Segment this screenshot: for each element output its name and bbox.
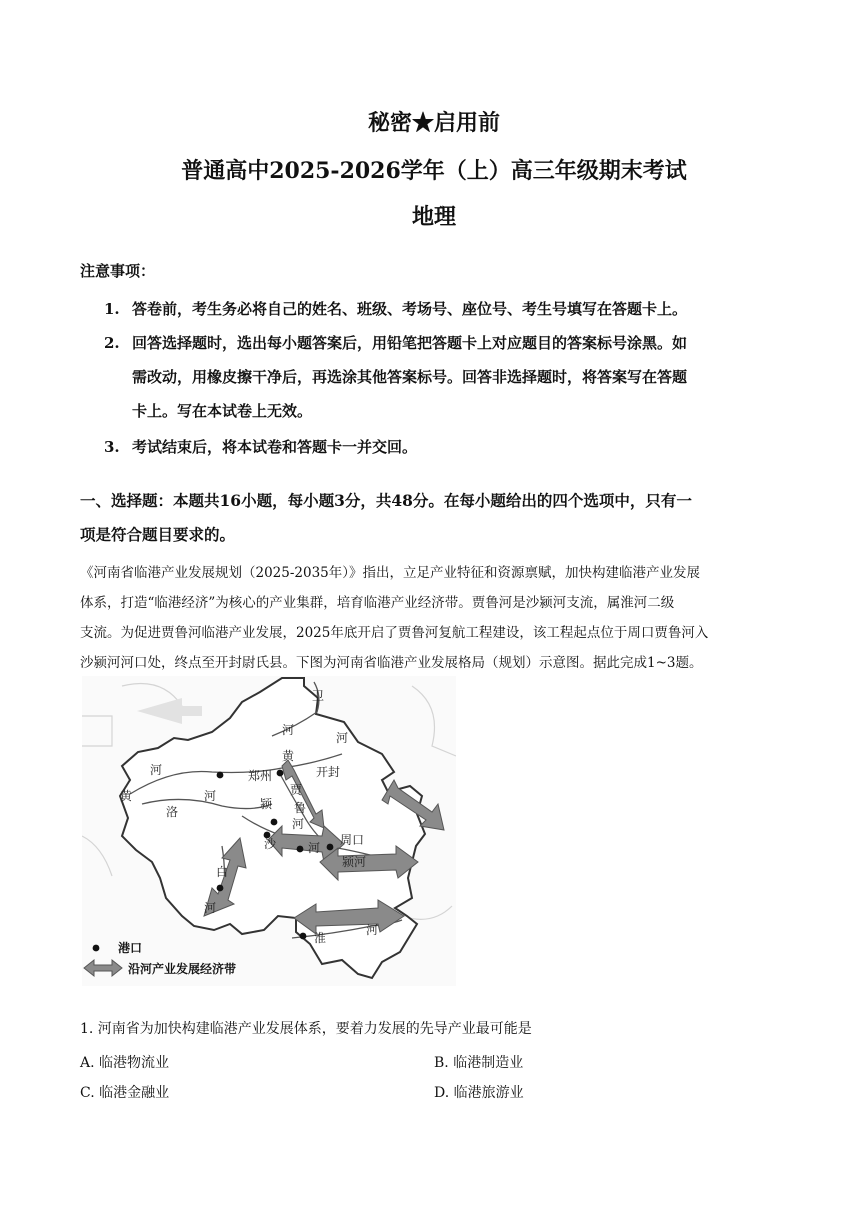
map-label: 黄 xyxy=(282,749,295,763)
option-b[interactable]: B. 临港制造业 xyxy=(434,1055,524,1071)
notice-item-number: 2. xyxy=(104,334,120,352)
notice-item-number: 3. xyxy=(104,438,120,456)
notice-item-1 xyxy=(104,292,794,326)
port-marker xyxy=(297,846,304,853)
option-a[interactable]: A. 临港物流业 xyxy=(80,1055,170,1071)
map-label: 河 xyxy=(282,723,295,737)
notice-item-text: 回答选择题时，选出每小题答案后，用铅笔把答题卡上对应题目的答案标号涂黑。如 xyxy=(132,334,688,352)
section-heading: 一、选择题：本题共16小题，每小题3分，共48分。在每小题给出的四个选项中，只有一 项是符合题目要求的。 xyxy=(80,491,692,544)
map-label: 沙 xyxy=(264,837,277,851)
port-marker xyxy=(217,885,224,892)
map-label: 淮 xyxy=(314,931,327,945)
port-marker xyxy=(327,844,334,851)
notice-item-number: 1. xyxy=(104,300,120,318)
map-label: 卫 xyxy=(312,689,325,703)
map-label: 洛 xyxy=(166,805,179,819)
map-label: 河 xyxy=(204,789,217,803)
henan-port-map xyxy=(82,676,456,986)
map-label: 白 xyxy=(216,865,229,879)
map-label: 开封 xyxy=(316,765,341,779)
port-marker xyxy=(217,772,224,779)
option-d[interactable]: D. 临港旅游业 xyxy=(434,1085,524,1101)
map-label: 颍 xyxy=(260,797,273,811)
map-label: 周口 xyxy=(340,833,365,847)
map-label: 河 xyxy=(336,731,349,745)
notice-item-3 xyxy=(104,430,794,464)
port-legend-marker xyxy=(93,945,100,952)
port-marker xyxy=(277,770,284,777)
notice-heading: 注意事项： xyxy=(80,262,156,280)
map-label: 河 xyxy=(366,923,379,937)
map-label: 河 xyxy=(308,841,321,855)
port-marker xyxy=(271,819,278,826)
map-label: 颍河 xyxy=(342,855,367,869)
map-label: 贾 xyxy=(290,783,303,797)
subject-title: 地理 xyxy=(411,204,456,230)
legend-belt-label: 沿河产业发展经济带 xyxy=(128,962,237,976)
map-label: 鲁 xyxy=(294,801,307,815)
map-label: 河 xyxy=(292,817,305,831)
question-stem: 1. 河南省为加快构建临港产业发展体系，要着力发展的先导产业最可能是 xyxy=(80,1021,532,1037)
notice-item-text: 考试结束后，将本试卷和答题卡一并交回。 xyxy=(132,438,418,456)
map-label: 郑州 xyxy=(248,769,273,783)
map-label: 河 xyxy=(150,763,163,777)
option-c[interactable]: C. 临港金融业 xyxy=(80,1085,170,1101)
port-marker xyxy=(300,933,307,940)
notice-item-text: 答卷前，考生务必将自己的姓名、班级、考场号、座位号、考生号填写在答题卡上。 xyxy=(132,300,688,318)
notice-item-text: 卡上。写在本试卷上无效。 xyxy=(132,402,313,420)
question-passage: 《河南省临港产业发展规划（2025-2035年）》指出，立足产业特征和资源禀赋，加快构建临港产业发展 体系，打造“临港经济”为核心的产业集群，培育临港产业经济带。贾鲁河是沙颍河支流，属淮河二级 支流。为促进贾鲁河临港产业发展，2025年底开启了贾鲁河复航工程建设，该工程起点位于周口贾鲁河入 沙颍河河口处，终点至开封尉氏县。下图为河南省临港产业发展格局（规划）示意图。据此完成1~3题。 xyxy=(80,565,709,671)
map-label: 河 xyxy=(204,901,217,915)
notice-item-2 xyxy=(104,326,794,428)
legend-port-label: 港口 xyxy=(118,941,143,955)
secret-label: 秘密★启用前 xyxy=(367,110,500,136)
map-label: 黄 xyxy=(120,789,133,803)
notice-item-text: 需改动，用橡皮擦干净后，再选涂其他答案标号。回答非选择题时，将答案写在答题 xyxy=(132,368,688,386)
exam-title: 普通高中2025-2026学年（上）高三年级期末考试 xyxy=(181,158,687,184)
